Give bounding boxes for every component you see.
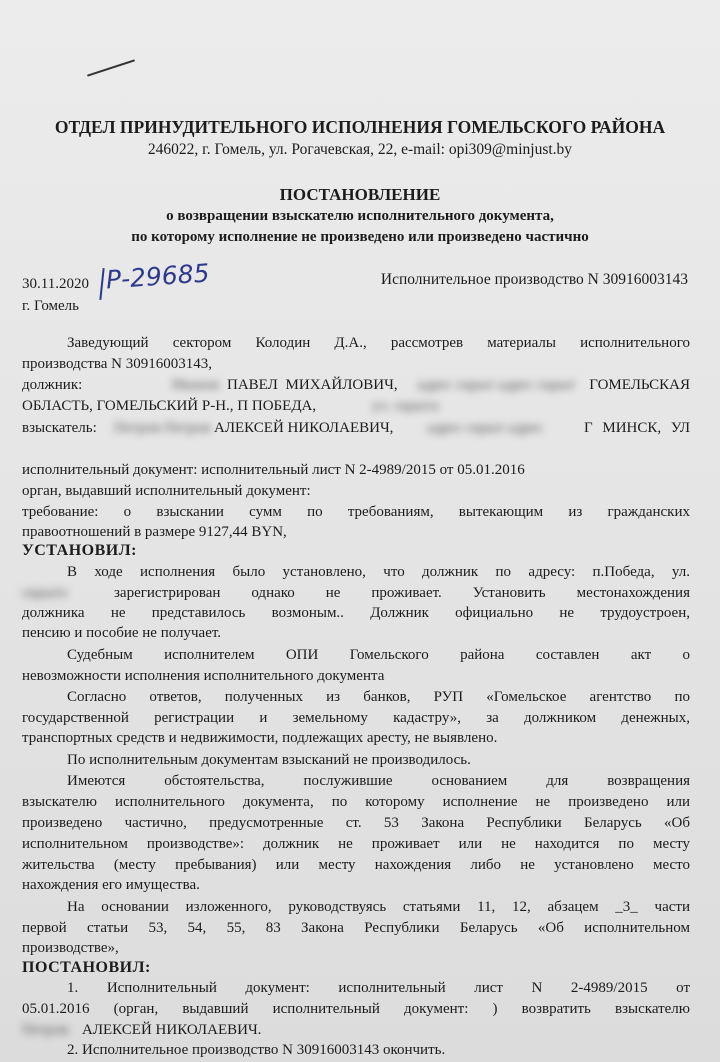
established-p5-line4: исполнительном производстве»: должник не проживает или не находится по месту	[22, 836, 690, 852]
established-p1-line2-row	[22, 585, 690, 602]
resolved-item1-line3: АЛЕКСЕЙ НИКОЛАЕВИЧ.	[82, 1022, 262, 1038]
established-p3-line1: Согласно ответов, полученных из банков, РУП «Гомельское агентство по	[67, 689, 690, 705]
established-p3-line3: транспортных средств и недвижимости, подлежащих аресту, не выявлено.	[22, 730, 498, 746]
established-p1-line2: зарегистрирован однако не проживает. Установить местонахождения	[114, 585, 690, 601]
requirement-line2: правоотношений в размере 9127,44 BYN,	[22, 524, 287, 540]
resolved-item1-line2: 05.01.2016 (орган, выдавший исполнительный документ: ) возвратить взыскателю	[22, 1001, 690, 1017]
requirement-line1: требование: о взыскании сумм по требованиям, вытекающим из гражданских	[22, 504, 690, 520]
organization-title: ОТДЕЛ ПРИНУДИТЕЛЬНОГО ИСПОЛНЕНИЯ ГОМЕЛЬСКОГО РАЙОНА	[54, 117, 666, 137]
established-p1-line4: пенсию и пособие не получает.	[22, 625, 222, 641]
resolved-item1-line1: 1. Исполнительный документ: исполнительный лист N 2-4989/2015 от	[67, 980, 690, 996]
claimant-city: Г МИНСК, УЛ	[583, 420, 690, 436]
handwritten-registration-number: Р-29685	[104, 258, 211, 295]
document-date: 30.11.2020	[22, 276, 89, 292]
debtor-label: должник:	[22, 377, 83, 393]
intro-line1: Заведующий сектором Колодин Д.А., рассмотрев материалы исполнительного	[67, 335, 690, 351]
claimant-label: взыскатель:	[22, 420, 97, 436]
established-p2-line2: невозможности исполнения исполнительного документа	[22, 668, 385, 684]
established-p1-line1: В ходе исполнения было установлено, что должник по адресу: п.Победа, ул.	[67, 564, 690, 580]
resolved-item1-line3-row	[22, 1022, 690, 1039]
organization-address: 246022, г. Гомель, ул. Рогачевская, 22, e-mail: opi309@minjust.by	[147, 141, 573, 158]
claimant-name: АЛЕКСЕЙ НИКОЛАЕВИЧ,	[214, 420, 394, 436]
resolved-heading: ПОСТАНОВИЛ:	[22, 959, 151, 976]
debtor-redacted-address: адрес скрыт адрес скрыт	[417, 377, 576, 393]
claimant-redacted-surname: Петров Петров	[114, 420, 211, 436]
established-p6-line3: производстве»,	[22, 940, 119, 956]
debtor-line	[22, 377, 690, 394]
established-p5-line3: произведено частично, предусмотренные ст. 53 Закона Республики Беларусь «Об	[22, 815, 690, 831]
established-p5-line5: жительства (месту пребывания) или месту нахождения либо не установлено место	[22, 857, 690, 873]
debtor-redacted-surname: Иванов	[172, 377, 219, 393]
debtor-region: ГОМЕЛЬСКАЯ	[589, 377, 690, 393]
document-title: ПОСТАНОВЛЕНИЕ	[279, 185, 441, 204]
established-p5-line1: Имеются обстоятельства, послужившие основанием для возвращения	[67, 773, 690, 789]
established-p1-line3: должника не представилось возмоным.. Должник официально не трудоустроен,	[22, 605, 690, 621]
debtor-redacted-street: ул. скрыта	[372, 398, 439, 414]
established-p4-line1: По исполнительным документам взысканий не производилось.	[67, 752, 471, 768]
debtor-line2	[22, 398, 690, 415]
established-p3-line2: государственной регистрации и земельному кадастру», за должником денежных,	[22, 710, 690, 726]
document-subtitle-line1: о возвращении взыскателю исполнительного документа,	[166, 208, 554, 224]
claimant-line	[22, 420, 690, 437]
resolved-item2-line1: 2. Исполнительное производство N 30916003143 окончить.	[67, 1042, 446, 1058]
debtor-name: ПАВЕЛ МИХАЙЛОВИЧ,	[227, 377, 398, 393]
debtor-address: ОБЛАСТЬ, ГОМЕЛЬСКИЙ Р-Н., П ПОБЕДА,	[22, 398, 317, 414]
established-p5-line6: нахождения его имущества.	[22, 877, 200, 893]
established-redacted-street: скрыто	[22, 585, 68, 601]
exec-document-line: исполнительный документ: исполнительный лист N 2-4989/2015 от 05.01.2016	[22, 462, 525, 478]
document-place: г. Гомель	[22, 298, 80, 314]
proceeding-reference: Исполнительное производство N 30916003143	[380, 271, 688, 288]
issuer-line: орган, выдавший исполнительный документ:	[22, 483, 311, 499]
document-subtitle-line2: по которому исполнение не произведено или произведено частично	[131, 229, 589, 245]
intro-line2: производства N 30916003143,	[22, 356, 212, 372]
pen-stroke-mark	[87, 59, 135, 76]
established-p6-line2: первой статьи 53, 54, 55, 83 Закона Республики Беларусь «Об исполнительном	[22, 920, 690, 936]
resolved-redacted-surname: Петров	[22, 1022, 69, 1038]
established-p5-line2: взыскателю исполнительного документа, по которому исполнение не произведено или	[22, 794, 690, 810]
established-p6-line1: На основании изложенного, руководствуясь статьями 11, 12, абзацем _3_ части	[67, 899, 690, 915]
established-heading: УСТАНОВИЛ:	[22, 542, 137, 559]
claimant-redacted-address: адрес скрыт адрес	[427, 420, 544, 436]
established-p2-line1: Судебным исполнителем ОПИ Гомельского района составлен акт о	[67, 647, 690, 663]
